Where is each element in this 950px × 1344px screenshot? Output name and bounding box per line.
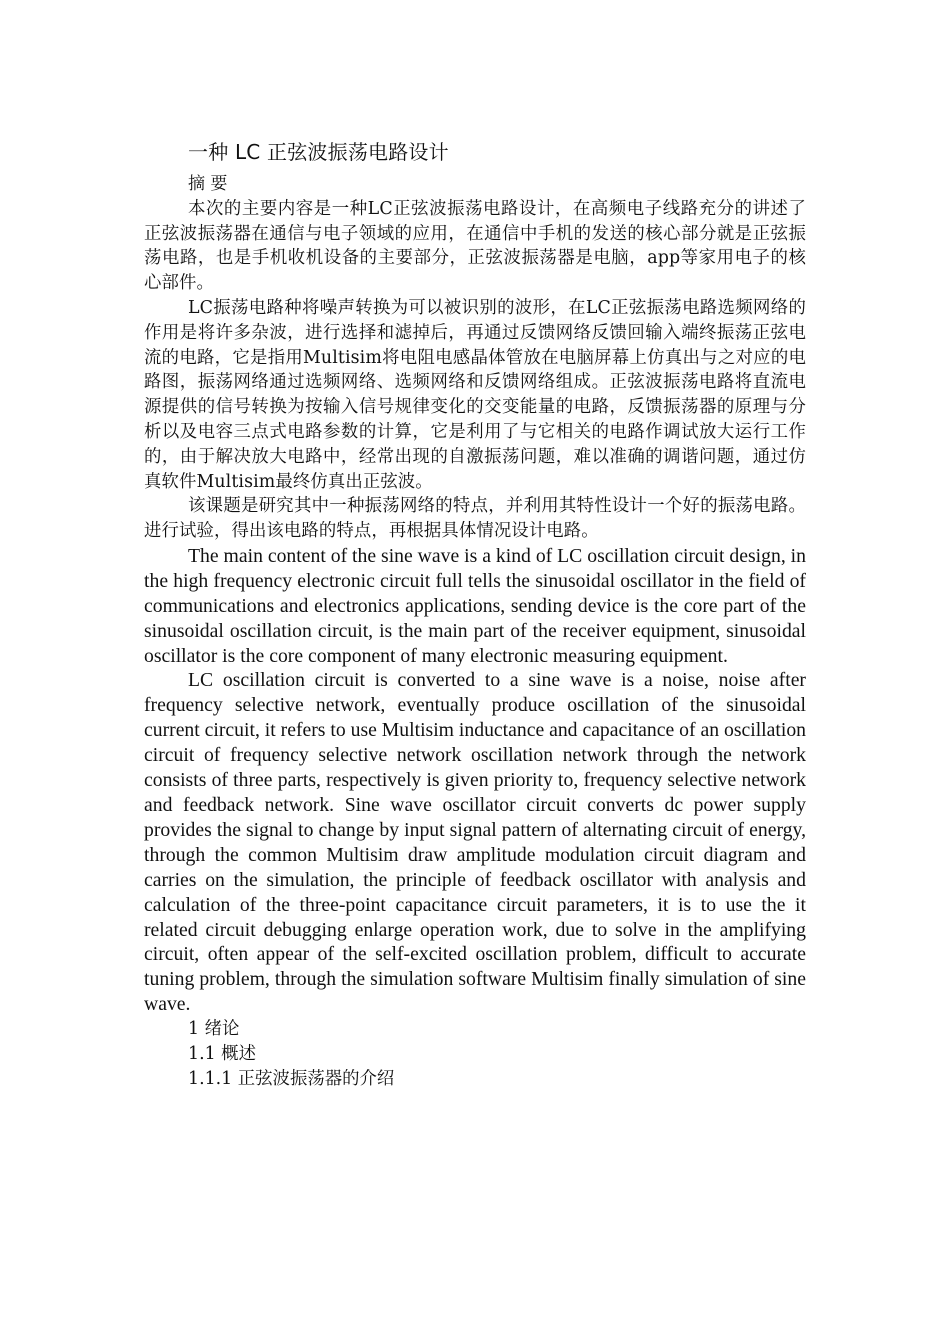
document-page — [144, 136, 806, 1092]
abstract-cn-paragraph-3: 该课题是研究其中一种振荡网络的特点，并利用其特性设计一个好的振荡电路。进行试验，得出该电路的特点，再根据具体情况设计电路。 — [144, 496, 806, 542]
abstract-cn-paragraph-1: 本次的主要内容是一种LC正弦波振荡电路设计，在高频电子线路充分的讲述了正弦波振荡器在通信与电子领域的应用，在通信中手机的发送的核心部分就是正弦振荡电路，也是手机收机设备的主要部分，正弦波振荡器是电脑，app等家用电子的核心部件。 — [144, 198, 806, 294]
document-title: 一种 LC 正弦波振荡电路设计 — [188, 140, 449, 164]
section-heading-1-1: 1.1 概述 — [188, 1044, 256, 1065]
abstract-en-paragraph-1: The main content of the sine wave is a kind of LC oscillation circuit design, in the high frequency electronic circuit full tells the sinusoidal oscillator in the field of communications and electronics applications, sending device is the core part of the sinusoidal oscillation circuit, is the main part of the receiver equipment, sinusoidal oscillator is the core component of many electronic measuring equipment. — [144, 544, 806, 667]
abstract-en-paragraph-2: LC oscillation circuit is converted to a sine wave is a noise, noise after frequency selective network, eventually produce oscillation of the sinusoidal current circuit, it refers to use Multisim inductance and capacitance of an oscillation circuit of frequency selective network oscillation network through the network consists of three parts, respectively is given priority to, frequency selective network and feedback network. Sine wave oscillator circuit converts dc power supply provides the signal to change by input signal pattern of alternating circuit of energy, through the common Multisim draw amplitude modulation circuit diagram and carries on the simulation, the principle of feedback oscillator with analysis and calculation of the three-point capacitance circuit parameters, it is to use the it related circuit debugging enlarge operation work, due to solve in the amplifying circuit, often appear of the self-excited oscillation problem, difficult to accurate tuning problem, through the simulation software Multisim finally simulation of sine wave. — [144, 669, 807, 1016]
abstract-cn-paragraph-2: LC振荡电路种将噪声转换为可以被识别的波形，在LC正弦振荡电路选频网络的作用是将许多杂波，进行选择和滤掉后，再通过反馈网络反馈回输入端终振荡正弦电流的电路，它是指用Multisim将电阻电感晶体管放在电脑屏幕上仿真出与之对应的电路图，振荡网络通过选频网络、选频网络和反馈网络组成。正弦波振荡电路将直流电源提供的信号转换为按输入信号规律变化的交变能量的电路，反馈振荡器的原理与分析以及电容三点式电路参数的计算，它是利用了与它相关的电路作调试放大运行工作的，由于解决放大电路中，经常出现的自激振荡问题，难以准确的调谐问题，通过仿真软件Multisim最终仿真出正弦波。 — [144, 297, 806, 492]
abstract-label: 摘 要 — [188, 174, 228, 194]
section-heading-1: 1 绪论 — [188, 1019, 240, 1040]
section-heading-1-1-1: 1.1.1 正弦波振荡器的介绍 — [188, 1069, 395, 1090]
